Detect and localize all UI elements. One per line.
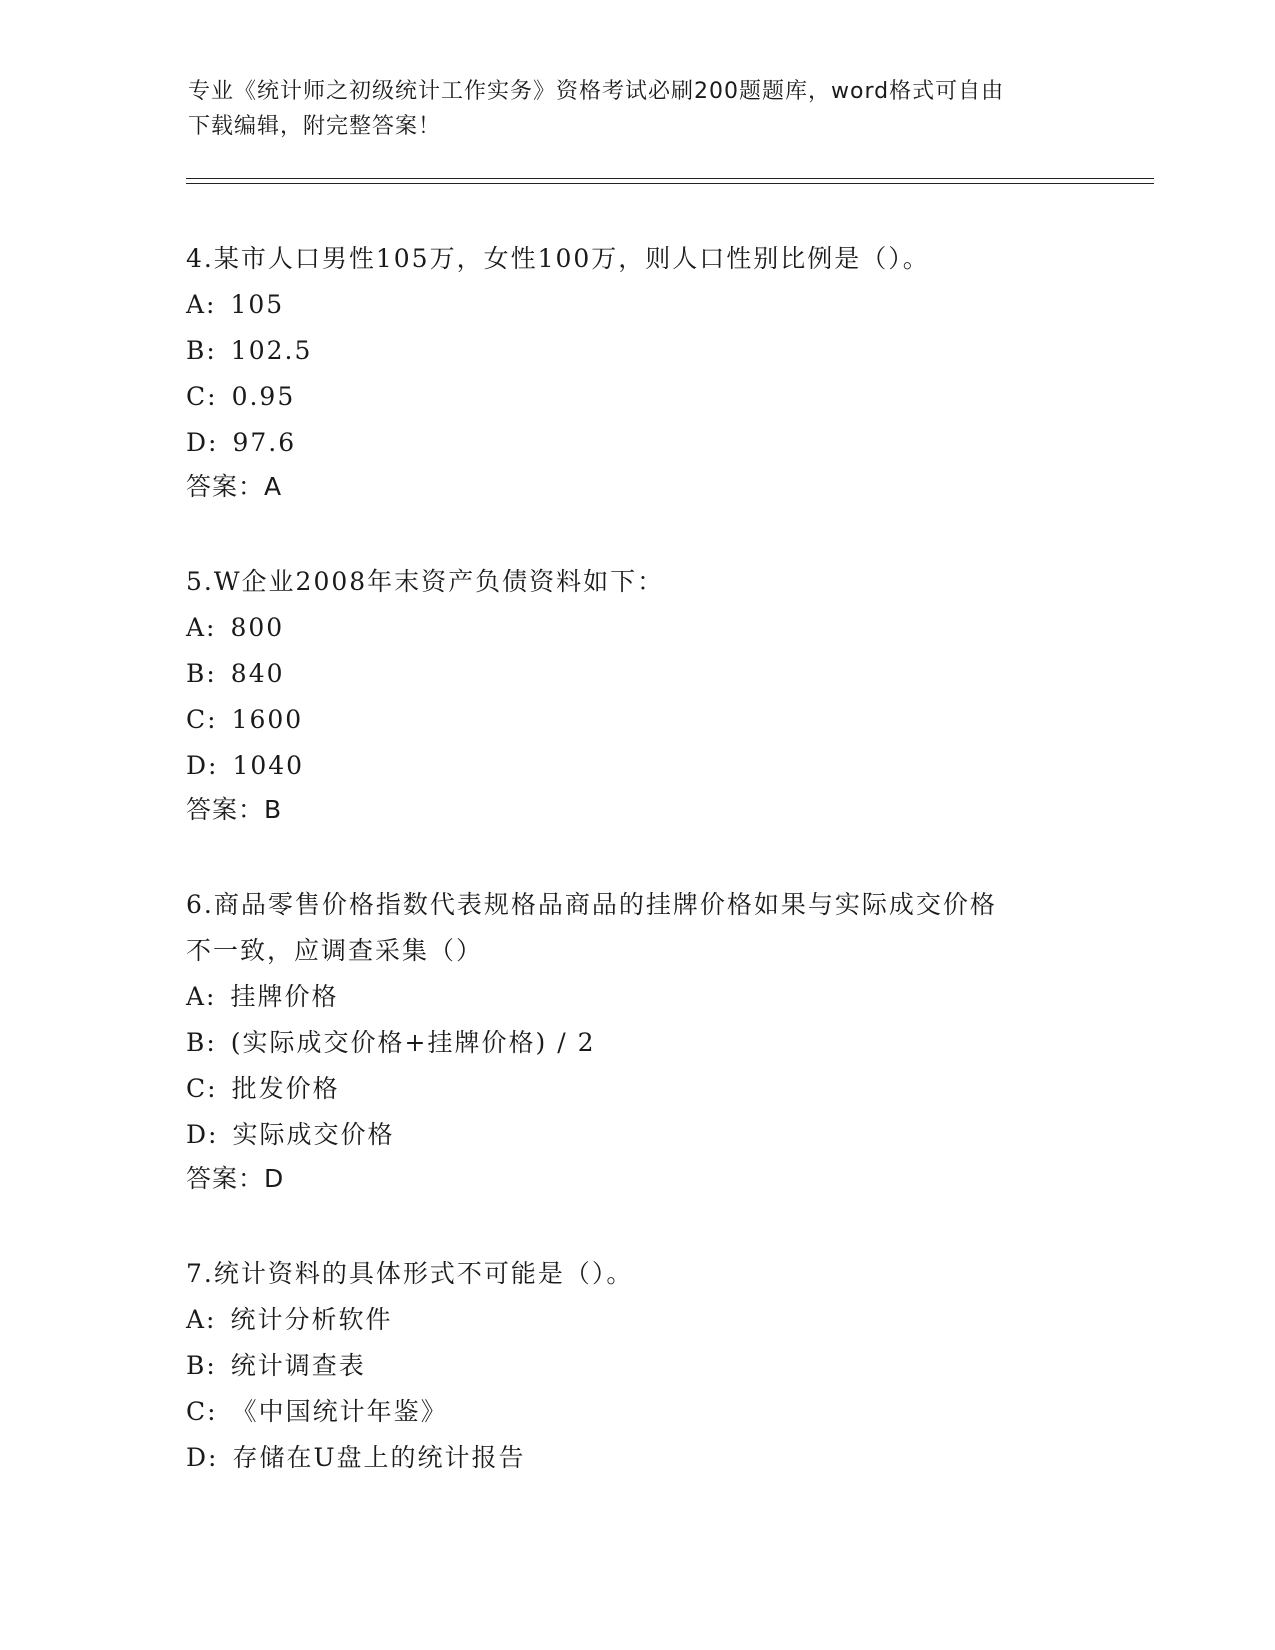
option-b — [186, 1020, 1086, 1066]
answer-line: 答案：D — [186, 1164, 285, 1193]
question-list — [186, 236, 1086, 1532]
option-d — [186, 1112, 1086, 1158]
option-label: D: — [186, 428, 219, 457]
option-text: 97.6 — [232, 428, 297, 457]
option-text: 实际成交价格 — [232, 1120, 395, 1149]
option-text: 102.5 — [230, 336, 313, 365]
question-title-line-2: 不一致，应调查采集（） — [186, 936, 484, 965]
option-c — [186, 697, 1086, 743]
option-c — [186, 1389, 1086, 1435]
option-a — [186, 1297, 1086, 1343]
question-title: 4.某市人口男性105万，女性100万，则人口性别比例是（）。 — [186, 244, 930, 273]
option-label: D: — [186, 1443, 219, 1472]
option-c — [186, 374, 1086, 420]
header-divider-bottom — [186, 183, 1154, 184]
option-c — [186, 1066, 1086, 1112]
option-d — [186, 743, 1086, 789]
question-title: 7.统计资料的具体形式不可能是（）。 — [186, 1259, 634, 1288]
option-text: 《中国统计年鉴》 — [231, 1397, 448, 1426]
answer-line: 答案：A — [186, 472, 283, 501]
header-divider-top — [186, 178, 1154, 179]
option-label: B: — [186, 1028, 217, 1057]
option-label: C: — [186, 1397, 218, 1426]
option-label: C: — [186, 1074, 218, 1103]
option-text: 1040 — [232, 751, 305, 780]
option-a — [186, 282, 1086, 328]
question-title: 5.W企业2008年末资产负债资料如下： — [186, 567, 665, 596]
option-b — [186, 328, 1086, 374]
question-6 — [186, 882, 1086, 1200]
option-a — [186, 974, 1086, 1020]
option-a — [186, 605, 1086, 651]
option-text: 800 — [230, 613, 285, 642]
question-4 — [186, 236, 1086, 508]
option-text: 统计分析软件 — [230, 1305, 393, 1334]
option-text: 挂牌价格 — [230, 982, 339, 1011]
question-title-line-1: 6.商品零售价格指数代表规格品商品的挂牌价格如果与实际成交价格 — [186, 890, 997, 919]
option-text: 批发价格 — [231, 1074, 340, 1103]
document-header — [188, 74, 1088, 144]
option-label: C: — [186, 382, 218, 411]
option-text: 840 — [230, 659, 285, 688]
header-line-2: 下载编辑，附完整答案！ — [188, 114, 442, 139]
option-label: A: — [186, 1305, 217, 1334]
option-label: A: — [186, 613, 217, 642]
option-label: A: — [186, 982, 217, 1011]
option-label: A: — [186, 290, 217, 319]
question-5 — [186, 559, 1086, 831]
option-label: D: — [186, 751, 219, 780]
question-7 — [186, 1251, 1086, 1481]
option-label: B: — [186, 1351, 217, 1380]
header-line-1: 专业《统计师之初级统计工作实务》资格考试必刷200题题库，word格式可自由 — [188, 79, 1005, 104]
answer-line: 答案：B — [186, 795, 283, 824]
option-text: (实际成交价格+挂牌价格) / 2 — [230, 1028, 596, 1057]
option-label: B: — [186, 336, 217, 365]
option-b — [186, 651, 1086, 697]
option-text: 105 — [230, 290, 285, 319]
option-label: D: — [186, 1120, 219, 1149]
option-label: B: — [186, 659, 217, 688]
option-text: 存储在U盘上的统计报告 — [232, 1443, 526, 1472]
option-text: 统计调查表 — [230, 1351, 366, 1380]
option-d — [186, 1435, 1086, 1481]
option-text: 1600 — [231, 705, 304, 734]
option-label: C: — [186, 705, 218, 734]
option-d — [186, 420, 1086, 466]
option-b — [186, 1343, 1086, 1389]
option-text: 0.95 — [231, 382, 296, 411]
